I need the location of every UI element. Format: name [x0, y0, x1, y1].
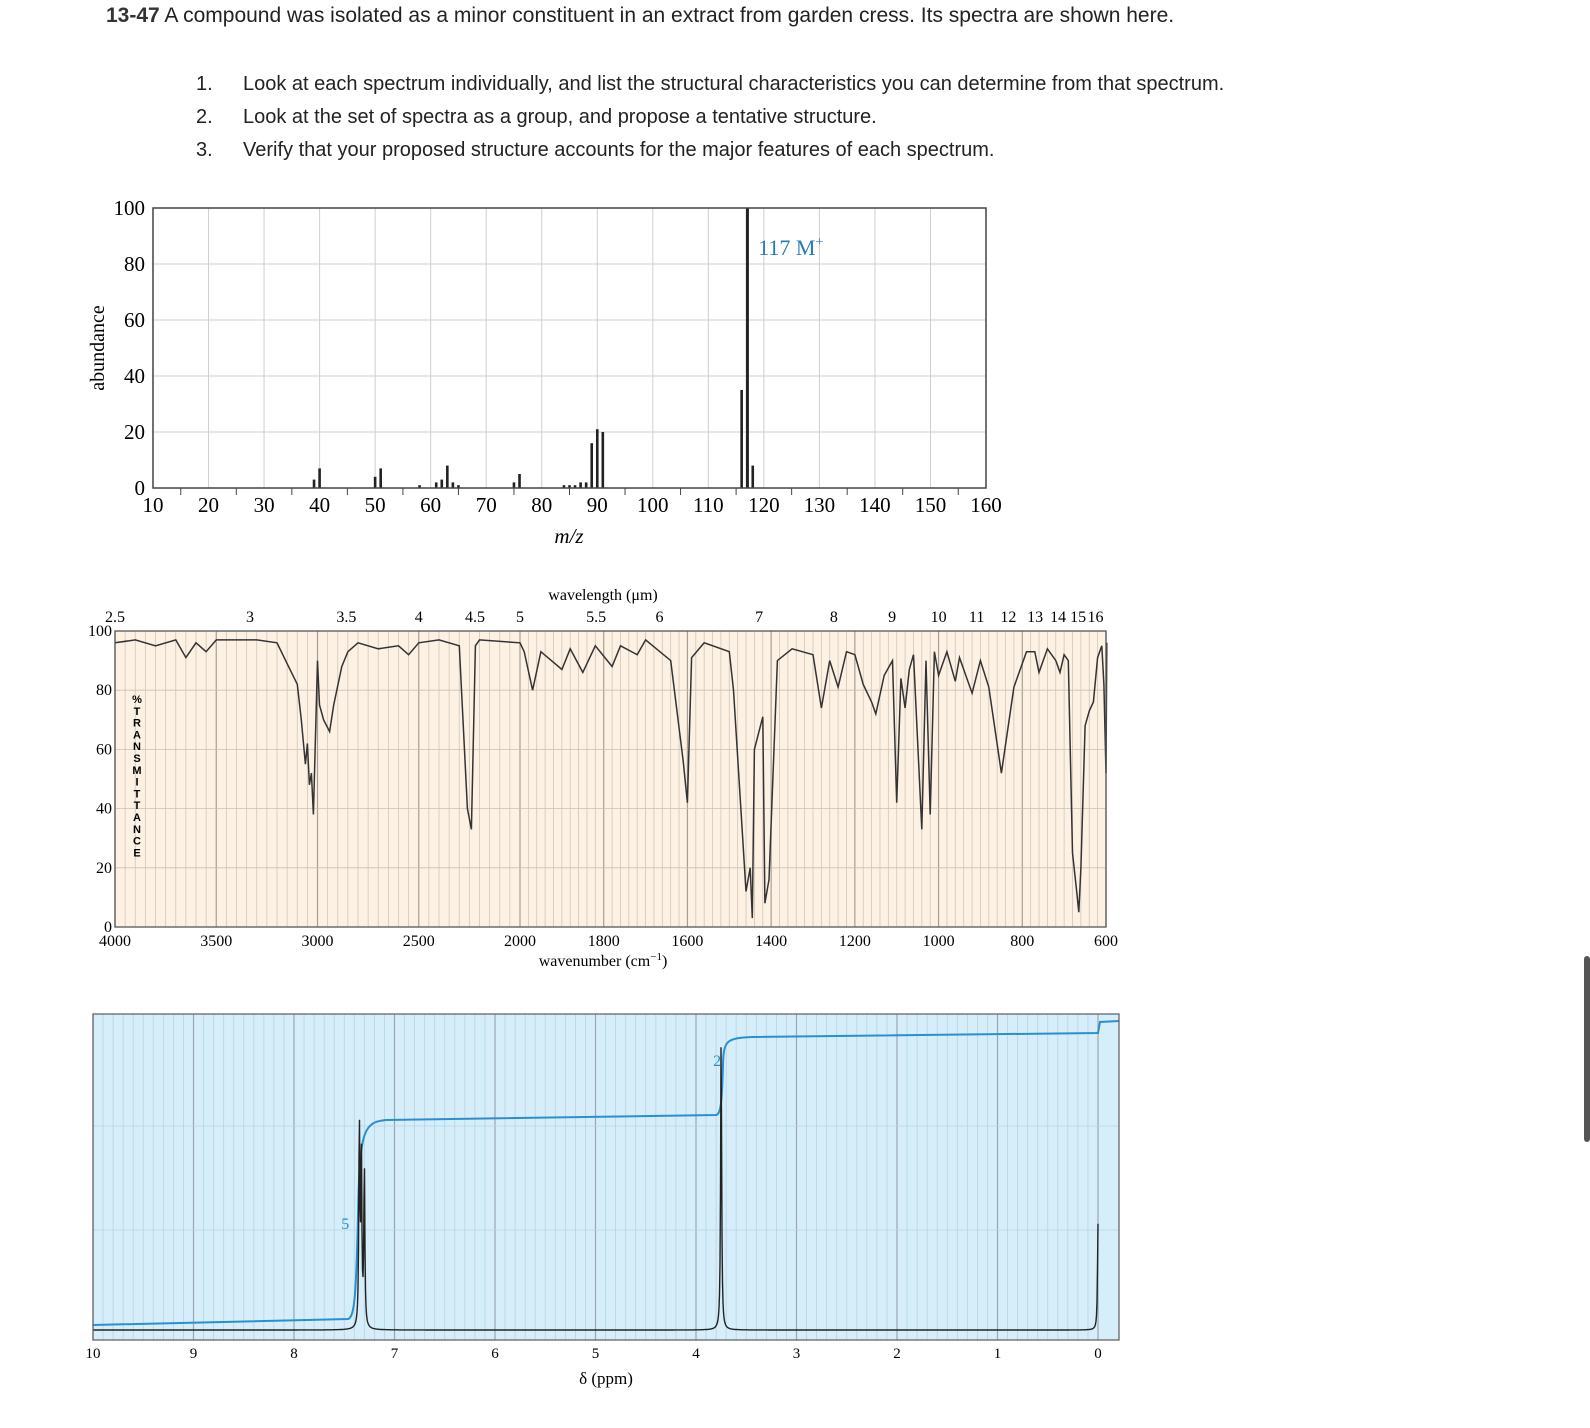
- ir-top-tick-label: 3.5: [336, 609, 357, 626]
- ir-top-tick-label: 15: [1070, 609, 1087, 626]
- ir-wavenumber-text: wavenumber (cm: [538, 953, 651, 970]
- ms-peak-bar: [313, 480, 316, 488]
- ir-top-tick-label: 13: [1027, 609, 1044, 626]
- ir-y-label-letter: %: [132, 694, 142, 706]
- ir-top-tick-label: 7: [755, 609, 764, 626]
- task-text: Look at each spectrum individually, and list the structural characteristics you can determine from that spectrum.: [243, 73, 1225, 95]
- ms-y-tick-label: 60: [124, 308, 145, 332]
- ir-top-tick-label: 12: [1000, 609, 1017, 626]
- nmr-x-tick-label: 2: [893, 1346, 901, 1362]
- mass-spectrum-y-label: abundance: [87, 305, 109, 391]
- ms-peak-bar: [746, 208, 749, 488]
- ir-wavelength-label: wavelength (μm): [548, 587, 658, 604]
- ms-peak-bar: [740, 390, 743, 488]
- problem-text: A compound was isolated as a minor constituent in an extract from garden cress. Its spectra are shown here.: [164, 4, 1175, 27]
- ms-peak-bar: [585, 482, 588, 488]
- problem-number: 13-47: [106, 4, 160, 27]
- nmr-spectrum-chart: [0, 1000, 1590, 1420]
- ir-top-tick-label: 8: [829, 609, 838, 626]
- ms-peak-bar: [446, 466, 449, 488]
- task-number: 2.: [196, 106, 213, 128]
- ms-x-tick-label: 100: [637, 493, 669, 517]
- ir-y-label-letter: S: [133, 753, 141, 765]
- ms-x-tick-label: 40: [309, 493, 331, 517]
- molecular-ion-charge: +: [815, 235, 824, 250]
- mass-spectrum-ticks: [114, 196, 1002, 517]
- mass-spectrum-peaks: [313, 208, 754, 488]
- ms-x-tick-label: 20: [198, 493, 220, 517]
- ir-y-label-letter: I: [135, 776, 139, 789]
- ir-y-label-letter: T: [133, 705, 141, 718]
- ir-y-label-letter: T: [133, 788, 141, 801]
- ir-x-tick-label: 2500: [402, 933, 435, 950]
- ir-y-label-letter: E: [133, 847, 141, 860]
- ir-top-tick-label: 11: [968, 609, 985, 626]
- ir-top-tick-label: 6: [655, 609, 664, 626]
- ms-x-tick-label: 50: [364, 493, 386, 517]
- ir-y-label-letter: T: [133, 800, 141, 813]
- ms-peak-bar: [440, 480, 443, 488]
- nmr-x-tick-label: 4: [692, 1346, 700, 1362]
- ms-peak-bar: [513, 482, 516, 488]
- nmr-x-tick-label: 9: [189, 1346, 198, 1362]
- ir-x-tick-label: 3500: [200, 933, 233, 950]
- ir-wavenumber-close: ): [661, 953, 668, 970]
- ir-y-tick-label: 60: [96, 741, 112, 759]
- task-text: Look at the set of spectra as a group, and propose a tentative structure.: [243, 106, 877, 128]
- ir-x-tick-label: 800: [1010, 933, 1035, 950]
- ir-y-label-letter: N: [133, 741, 141, 754]
- task-number: 3.: [196, 139, 213, 161]
- mass-spectrum-frame: [153, 208, 986, 488]
- ms-peak-bar: [579, 482, 582, 488]
- ms-peak-bar: [596, 429, 599, 488]
- ms-peak-bar: [751, 466, 754, 488]
- ms-x-tick-label: 110: [692, 493, 724, 517]
- ms-x-tick-label: 90: [586, 493, 608, 517]
- nmr-x-tick-label: 6: [491, 1346, 499, 1362]
- ms-y-tick-label: 80: [124, 252, 145, 276]
- ir-x-tick-label: 600: [1094, 933, 1118, 950]
- ir-wavenumber-exponent: −1: [650, 951, 662, 963]
- ir-y-label-letter: A: [133, 729, 141, 742]
- ir-top-tick-label: 5: [516, 609, 524, 626]
- nmr-x-tick-label: 8: [290, 1346, 298, 1362]
- nmr-x-tick-label: 5: [591, 1346, 600, 1362]
- ir-spectrum-chart: [0, 570, 1590, 990]
- ir-top-tick-label: 5.5: [586, 609, 607, 626]
- ms-y-tick-label: 40: [124, 364, 145, 388]
- ms-x-tick-label: 150: [914, 493, 947, 517]
- ms-peak-bar: [435, 482, 438, 488]
- nmr-integral-label: 5: [341, 1216, 350, 1233]
- nmr-integral-label: 2: [713, 1053, 722, 1070]
- ir-x-tick-label: 1400: [755, 933, 788, 950]
- ir-x-tick-label: 4000: [99, 933, 131, 950]
- ir-y-tick-label: 40: [96, 800, 112, 818]
- nmr-x-label: δ (ppm): [579, 1369, 633, 1388]
- ir-wavenumber-label: [539, 951, 668, 970]
- mass-spectrum-chart: [0, 0, 1590, 560]
- ms-peak-bar: [602, 432, 605, 488]
- molecular-ion-text: 117 M: [758, 235, 816, 260]
- task-text: Verify that your proposed structure accounts for the major features of each spectrum.: [243, 139, 995, 161]
- ir-top-tick-label: 3: [246, 609, 254, 626]
- ir-top-tick-label: 10: [930, 609, 947, 626]
- ir-top-tick-label: 2.5: [105, 609, 125, 626]
- ir-top-tick-label: 4: [414, 609, 423, 626]
- ir-y-label-letter: R: [133, 717, 141, 730]
- mass-spectrum-grid: [153, 208, 986, 488]
- ir-x-tick-label: 1800: [587, 933, 620, 950]
- mass-spectrum-x-label: m/z: [554, 524, 584, 548]
- ms-x-tick-label: 130: [803, 493, 836, 517]
- molecular-ion-label: [758, 235, 823, 260]
- ir-top-tick-label: 4.5: [465, 609, 485, 626]
- nmr-x-tick-label: 7: [390, 1346, 399, 1362]
- ir-top-tick-label: 14: [1050, 609, 1067, 626]
- ir-plot-background: [115, 631, 1106, 927]
- ms-y-tick-label: 0: [134, 476, 145, 500]
- ir-x-tick-label: 2000: [504, 933, 536, 950]
- nmr-x-tick-label: 3: [792, 1346, 801, 1362]
- ir-x-tick-label: 1200: [838, 933, 871, 950]
- ms-peak-bar: [452, 482, 455, 488]
- nmr-x-tick-label: 10: [85, 1346, 101, 1362]
- ir-x-tick-label: 1000: [922, 933, 955, 950]
- ir-x-tick-label: 3000: [301, 933, 334, 950]
- ir-y-tick-label: 100: [88, 623, 112, 640]
- ir-top-tick-label: 16: [1087, 609, 1104, 626]
- ir-y-tick-label: 20: [96, 859, 112, 877]
- ir-y-label: [132, 694, 142, 859]
- ms-x-tick-label: 120: [748, 493, 780, 517]
- ms-peak-bar: [379, 468, 382, 488]
- nmr-x-tick-label: 1: [993, 1346, 1002, 1362]
- ir-x-tick-label: 1600: [671, 933, 704, 950]
- ms-peak-bar: [518, 474, 521, 488]
- ir-y-label-letter: M: [132, 764, 142, 777]
- ir-y-label-letter: C: [133, 835, 141, 848]
- scrollbar-thumb[interactable]: [1584, 956, 1590, 1142]
- ms-x-tick-label: 60: [420, 493, 442, 517]
- ir-y-tick-label: 80: [96, 682, 112, 700]
- ir-y-tick-label: 0: [104, 919, 112, 936]
- ms-x-tick-label: 140: [859, 493, 891, 517]
- ms-x-tick-label: 30: [253, 493, 275, 517]
- ms-y-tick-label: 20: [124, 420, 145, 444]
- ms-peak-bar: [590, 443, 593, 488]
- ir-y-label-letter: N: [133, 823, 141, 836]
- ms-x-tick-label: 70: [475, 493, 497, 517]
- nmr-plot-background: [93, 1014, 1119, 1340]
- ms-x-tick-label: 80: [531, 493, 553, 517]
- nmr-spectrum-ticks: [86, 1346, 1102, 1362]
- ms-y-tick-label: 100: [113, 196, 145, 220]
- ir-top-tick-label: 9: [888, 609, 897, 626]
- ms-x-tick-label: 160: [970, 493, 1002, 517]
- ms-peak-bar: [318, 468, 321, 488]
- task-number: 1.: [196, 73, 213, 95]
- ir-y-label-letter: A: [133, 812, 141, 824]
- ms-peak-bar: [374, 477, 377, 488]
- ms-x-tick-label: 10: [142, 493, 164, 517]
- nmr-x-tick-label: 0: [1094, 1346, 1102, 1362]
